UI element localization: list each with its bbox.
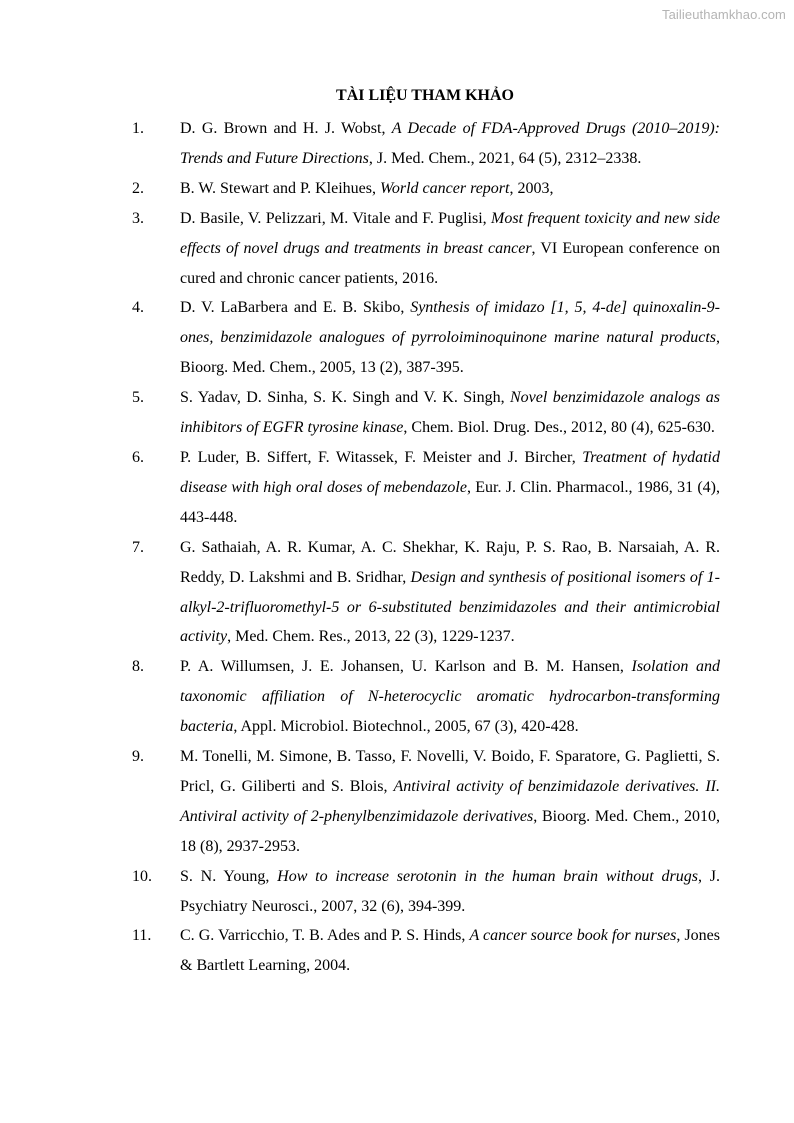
reference-title: Novel benzimidazole analogs as inhibitors of EGFR tyrosine kinase — [180, 389, 721, 437]
reference-source: , 2003, — [509, 179, 554, 197]
reference-list — [132, 114, 720, 981]
reference-item — [132, 174, 720, 204]
reference-authors: D. V. LaBarbera and E. B. Skibo, — [180, 299, 411, 317]
reference-text — [180, 652, 720, 742]
reference-number: 3. — [132, 209, 144, 227]
reference-title: How to increase serotonin in the human brain without drugs — [277, 867, 698, 885]
reference-authors: P. Luder, B. Siffert, F. Witassek, F. Meister and J. Bircher, — [180, 448, 583, 466]
reference-item — [132, 114, 720, 174]
reference-title: Most frequent toxicity and new side effects of novel drugs and treatments in breast cancer — [180, 209, 721, 257]
reference-source: , J. Med. Chem., 2021, 64 (5), 2312–2338. — [368, 149, 642, 167]
reference-source: , VI European conference on cured and chronic cancer patients, 2016. — [180, 239, 721, 287]
reference-source: , Bioorg. Med. Chem., 2010, 18 (8), 2937-2953. — [180, 807, 720, 855]
reference-item — [132, 533, 720, 653]
reference-text — [180, 533, 720, 653]
reference-authors: M. Tonelli, M. Simone, B. Tasso, F. Novelli, V. Boido, F. Sparatore, G. Paglietti, S. Pricl, G. Giliberti and S. Blois, — [180, 748, 720, 795]
reference-title: Isolation and taxonomic affiliation of N-heterocyclic aromatic hydrocarbon-transforming bacteria — [180, 658, 721, 736]
reference-title: Antiviral activity of benzimidazole derivatives. II. Antiviral activity of 2-phenylbenzimidazole derivatives — [180, 777, 720, 825]
reference-source: , Bioorg. Med. Chem., 2005, 13 (2), 387-395. — [180, 329, 720, 377]
reference-number: 8. — [132, 658, 144, 676]
reference-authors: D. Basile, V. Pelizzari, M. Vitale and F. Puglisi, — [180, 209, 491, 227]
reference-text — [180, 862, 720, 922]
reference-authors: S. Yadav, D. Sinha, S. K. Singh and V. K. Singh, — [180, 389, 510, 407]
page-title: TÀI LIỆU THAM KHẢO — [336, 87, 514, 104]
reference-number: 1. — [132, 120, 144, 137]
reference-number: 5. — [132, 389, 144, 407]
reference-authors: B. W. Stewart and P. Kleihues, — [180, 179, 380, 197]
reference-source: , Jones & Bartlett Learning, 2004. — [180, 927, 721, 975]
reference-number: 7. — [132, 538, 144, 556]
reference-authors: S. N. Young, — [180, 867, 278, 885]
reference-number: 10. — [132, 867, 152, 885]
reference-item — [132, 921, 720, 981]
reference-item — [132, 652, 720, 742]
reference-authors: P. A. Willumsen, J. E. Johansen, U. Karlson and B. M. Hansen, — [180, 658, 632, 676]
reference-item — [132, 443, 720, 533]
reference-number: 11. — [132, 927, 152, 945]
reference-item — [132, 204, 720, 294]
reference-title: A Decade of FDA-Approved Drugs (2010–2019): Trends and Future Directions — [180, 120, 720, 167]
reference-text — [180, 383, 720, 443]
reference-number: 4. — [132, 299, 144, 317]
reference-source: , J. Psychiatry Neurosci., 2007, 32 (6), 394-399. — [180, 867, 721, 915]
reference-item — [132, 862, 720, 922]
reference-text — [180, 114, 720, 174]
reference-item — [132, 383, 720, 443]
reference-text — [180, 742, 720, 862]
reference-text — [180, 921, 720, 981]
reference-number: 2. — [132, 179, 144, 197]
reference-text — [180, 174, 720, 204]
reference-authors: D. G. Brown and H. J. Wobst, — [180, 120, 392, 137]
reference-text — [180, 204, 720, 294]
reference-source: , Chem. Biol. Drug. Des., 2012, 80 (4), 625-630. — [403, 419, 715, 437]
reference-number: 6. — [132, 448, 144, 466]
reference-source: , Med. Chem. Res., 2013, 22 (3), 1229-1237. — [227, 628, 515, 646]
reference-text — [180, 293, 720, 383]
reference-title: Synthesis of imidazo [1, 5, 4-de] quinoxalin-9-ones, benzimidazole analogues of pyrroloiminoquinone marine natural products — [180, 299, 721, 347]
reference-source: , Eur. J. Clin. Pharmacol., 1986, 31 (4), 443-448. — [180, 478, 721, 526]
reference-title: A cancer source book for nurses — [469, 927, 677, 945]
reference-title: World cancer report — [380, 179, 510, 197]
reference-text — [180, 443, 720, 533]
reference-title: Design and synthesis of positional isomers of 1-alkyl-2-trifluoromethyl-5 or 6-substituted benzimidazoles and their antimicrobial activity — [180, 568, 721, 646]
reference-title: Treatment of hydatid disease with high oral doses of mebendazole — [180, 448, 721, 496]
reference-authors: C. G. Varricchio, T. B. Ades and P. S. Hinds, — [180, 927, 470, 945]
reference-number: 9. — [132, 748, 144, 766]
reference-item — [132, 742, 720, 862]
reference-item — [132, 293, 720, 383]
watermark: Tailieuthamkhao.com — [661, 7, 786, 22]
reference-authors: G. Sathaiah, A. R. Kumar, A. C. Shekhar, K. Raju, P. S. Rao, B. Narsaiah, A. R. Reddy, D. Lakshmi and B. Sridhar, — [180, 538, 720, 586]
reference-source: , Appl. Microbiol. Biotechnol., 2005, 67 (3), 420-428. — [233, 718, 579, 736]
